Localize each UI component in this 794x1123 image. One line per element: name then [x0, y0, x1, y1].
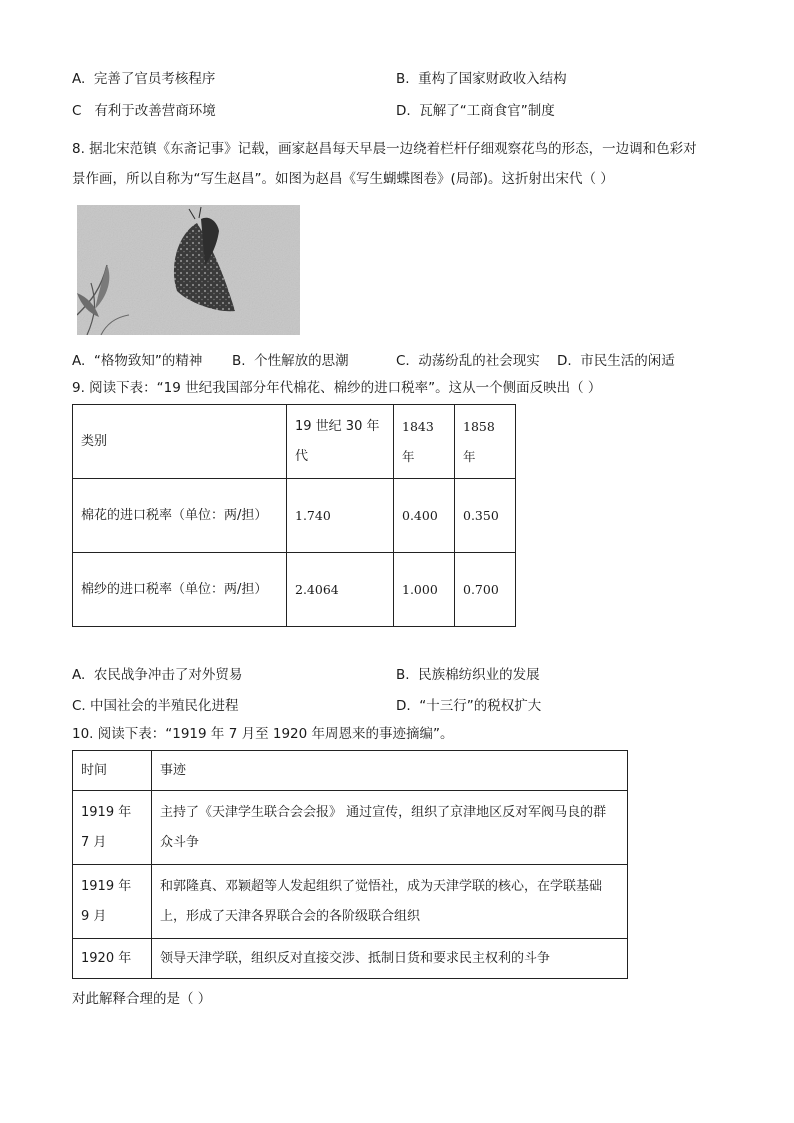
- table-cell: 和郭隆真、邓颖超等人发起组织了觉悟社，成为天津学联的核心，在学联基础上，形成了天津各界联合会的各阶级联合组织: [152, 865, 628, 939]
- option-text: 市民生活的闲适: [580, 353, 675, 369]
- q10-question: 对此解释合理的是（ ）: [72, 991, 212, 1007]
- option-letter: C.: [396, 353, 410, 369]
- q9-option-a: [72, 663, 242, 683]
- option-text: 瓦解了“工商食官”制度: [419, 103, 555, 119]
- option-letter: C.: [72, 698, 86, 714]
- option-letter: B.: [232, 353, 246, 369]
- table-header-cell: 1858 年: [455, 405, 516, 479]
- table-header-row: [73, 751, 628, 791]
- option-letter: A.: [72, 667, 86, 683]
- q8-stem-line2: 景作画，所以自称为“写生赵昌”。如图为赵昌《写生蝴蝶图卷》(局部)。这折射出宋代（ ）: [72, 171, 614, 187]
- option-letter: A.: [72, 353, 86, 369]
- option-letter: D.: [396, 698, 411, 714]
- option-text: 动荡纷乱的社会现实: [418, 353, 540, 369]
- q7-option-b: [396, 67, 567, 87]
- q10-events-table: [72, 750, 628, 979]
- option-letter: D.: [557, 353, 572, 369]
- q8-option-b: [232, 349, 349, 369]
- q8-option-c: [396, 349, 540, 369]
- table-row: [73, 791, 628, 865]
- table-row: [73, 553, 516, 627]
- table-cell: 0.350: [455, 479, 516, 553]
- table-cell: 领导天津学联，组织反对直接交涉、抵制日货和要求民主权利的斗争: [152, 939, 628, 979]
- q9-stem: 9. 阅读下表：“19 世纪我国部分年代棉花、棉纱的进口税率”。这从一个侧面反映出（ ）: [72, 380, 602, 396]
- q7-option-d: [396, 99, 555, 119]
- table-header-cell: 19 世纪 30 年代: [287, 405, 394, 479]
- option-letter: B.: [396, 71, 410, 87]
- option-text: 个性解放的思潮: [254, 353, 349, 369]
- table-header-cell: 事迹: [152, 751, 628, 791]
- table-cell: 0.400: [394, 479, 455, 553]
- table-header-cell: 时间: [73, 751, 152, 791]
- option-text: 重构了国家财政收入结构: [418, 71, 567, 87]
- q10-stem: 10. 阅读下表：“1919 年 7 月至 1920 年周恩来的事迹摘编”。: [72, 726, 454, 742]
- option-text: 有利于改善营商环境: [94, 103, 216, 119]
- table-row: [73, 479, 516, 553]
- table-cell: 1.000: [394, 553, 455, 627]
- table-row: [73, 939, 628, 979]
- table-header-cell: 类别: [73, 405, 287, 479]
- table-cell: 主持了《天津学生联合会会报》 通过宣传，组织了京津地区反对军阀马良的群众斗争: [152, 791, 628, 865]
- q9-tariff-table: [72, 404, 516, 627]
- table-cell: 1.740: [287, 479, 394, 553]
- q8-option-a: [72, 349, 202, 369]
- q7-option-a: [72, 67, 215, 87]
- option-text: 完善了官员考核程序: [93, 71, 216, 87]
- option-text: 中国社会的半殖民化进程: [90, 698, 239, 714]
- table-cell: 棉花的进口税率（单位：两/担）: [73, 479, 287, 553]
- table-cell: 棉纱的进口税率（单位：两/担）: [73, 553, 287, 627]
- q8-option-d: [557, 349, 675, 369]
- table-header-cell: 1843 年: [394, 405, 455, 479]
- q9-option-d: [396, 694, 541, 714]
- table-cell: 1920 年: [73, 939, 152, 979]
- q9-option-c: [72, 694, 239, 714]
- option-text: 民族棉纺织业的发展: [418, 667, 540, 683]
- option-letter: C: [72, 103, 82, 119]
- table-row: [73, 865, 628, 939]
- option-text: 农民战争冲击了对外贸易: [93, 667, 243, 683]
- table-cell: 0.700: [455, 553, 516, 627]
- q7-option-c: [72, 99, 216, 119]
- q9-option-b: [396, 663, 540, 683]
- butterfly-icon: [77, 205, 300, 335]
- table-cell: 2.4064: [287, 553, 394, 627]
- option-letter: D.: [396, 103, 411, 119]
- option-letter: A.: [72, 71, 86, 87]
- table-cell: 1919 年 7 月: [73, 791, 152, 865]
- q8-stem-line1: 8. 据北宋范镇《东斋记事》记载，画家赵昌每天早晨一边绕着栏杆仔细观察花鸟的形态，一边调和色彩对: [72, 141, 697, 157]
- option-text: “十三行”的税权扩大: [419, 698, 542, 714]
- option-text: “格物致知”的精神: [93, 353, 203, 369]
- table-header-row: [73, 405, 516, 479]
- table-cell: 1919 年 9 月: [73, 865, 152, 939]
- butterfly-painting-image: [77, 205, 300, 335]
- option-letter: B.: [396, 667, 410, 683]
